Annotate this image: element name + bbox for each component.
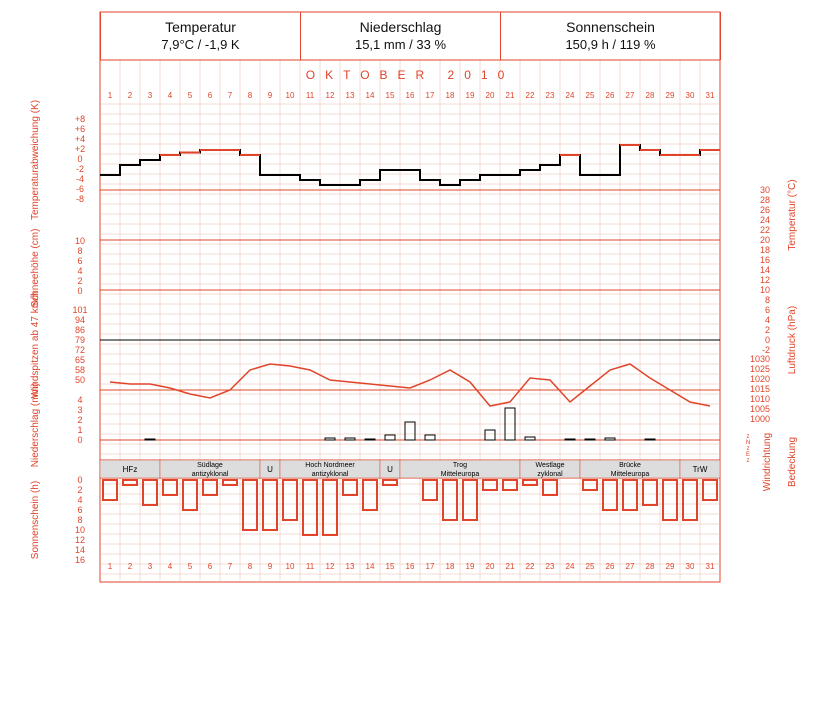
day-label-top: 11 bbox=[305, 91, 315, 100]
day-label-top: 28 bbox=[645, 91, 655, 100]
snow-tick: 2 bbox=[77, 276, 83, 286]
day-label-top: 21 bbox=[505, 91, 515, 100]
header-sunshine-label: Sonnenschein bbox=[566, 19, 655, 35]
day-label-bottom: 13 bbox=[345, 562, 355, 571]
day-label-bottom: 31 bbox=[705, 562, 715, 571]
precip-bar bbox=[525, 437, 535, 440]
snow-tick: 6 bbox=[77, 256, 83, 266]
day-label-bottom: 26 bbox=[605, 562, 615, 571]
precip-tick: 2 bbox=[77, 415, 83, 425]
day-label-top: 31 bbox=[705, 91, 715, 100]
day-label-bottom: 22 bbox=[525, 562, 535, 571]
day-label-top: 23 bbox=[545, 91, 555, 100]
wind-tick: 86 bbox=[74, 325, 86, 335]
wind-tick: 79 bbox=[74, 335, 86, 345]
pressure-tick: 1005 bbox=[749, 404, 770, 414]
temp-anomaly-tick: +6 bbox=[74, 124, 86, 134]
day-label-bottom: 4 bbox=[167, 562, 173, 571]
precip-tick: 0 bbox=[77, 435, 83, 445]
temperature-tick: 24 bbox=[759, 215, 770, 225]
day-label-top: 19 bbox=[465, 91, 475, 100]
precip-bar bbox=[405, 422, 415, 440]
temperature-tick: 10 bbox=[759, 285, 770, 295]
wind-tick: 65 bbox=[74, 355, 86, 365]
sunshine-tick: 0 bbox=[77, 475, 83, 485]
sunshine-bar bbox=[363, 480, 377, 510]
weather-type-label: Trog bbox=[452, 462, 468, 469]
temperature-tick: 4 bbox=[764, 315, 770, 325]
temperature-tick: 20 bbox=[759, 235, 770, 245]
day-label-top: 12 bbox=[325, 91, 335, 100]
weather-type-label: TrW bbox=[692, 465, 708, 474]
cover-tick: z bbox=[746, 446, 750, 452]
day-label-top: 6 bbox=[207, 91, 213, 100]
day-label-bottom: 5 bbox=[187, 562, 193, 571]
day-label-top: 9 bbox=[267, 91, 273, 100]
day-label-bottom: 17 bbox=[425, 562, 435, 571]
temperature-tick: 18 bbox=[759, 245, 770, 255]
snow-axis-label: Schneehöhe (cm) bbox=[30, 228, 41, 308]
weather-type-label: Südlage bbox=[197, 462, 223, 469]
day-label-top: 22 bbox=[525, 91, 535, 100]
sunshine-bar bbox=[223, 480, 237, 485]
day-label-top: 18 bbox=[445, 91, 455, 100]
sunshine-bar bbox=[583, 480, 597, 490]
precip-bar bbox=[385, 435, 395, 440]
day-label-bottom: 1 bbox=[107, 562, 113, 571]
day-label-top: 3 bbox=[147, 91, 153, 100]
sunshine-bar bbox=[183, 480, 197, 510]
temperature-tick: 12 bbox=[759, 275, 770, 285]
day-label-top: 16 bbox=[405, 91, 415, 100]
weather-type-label: Mitteleuropa bbox=[440, 471, 480, 478]
header-temperature-value: 7,9°C / -1,9 K bbox=[161, 37, 240, 52]
cover-tick: z bbox=[746, 458, 750, 464]
temperature-tick: 26 bbox=[759, 205, 770, 215]
temp-anomaly-tick: -2 bbox=[75, 164, 85, 174]
temperature-axis-label: Temperatur (°C) bbox=[787, 179, 798, 251]
day-label-top: 25 bbox=[585, 91, 595, 100]
header-temperature-label: Temperatur bbox=[165, 19, 236, 35]
day-label-top: 27 bbox=[625, 91, 635, 100]
weather-type-label: Westlage bbox=[535, 462, 565, 469]
sunshine-bar bbox=[123, 480, 137, 485]
day-label-top: 7 bbox=[227, 91, 233, 100]
precip-tick: 3 bbox=[77, 405, 83, 415]
day-label-top: 29 bbox=[665, 91, 675, 100]
day-label-top: 17 bbox=[425, 91, 435, 100]
temperature-tick: 8 bbox=[764, 295, 770, 305]
sunshine-bar bbox=[503, 480, 517, 490]
temperature-tick: 16 bbox=[759, 255, 770, 265]
temperature-tick: 30 bbox=[759, 185, 770, 195]
day-label-top: 2 bbox=[127, 91, 133, 100]
chart-title: OKTOBER 2010 bbox=[305, 68, 515, 82]
temperature-tick: 28 bbox=[759, 195, 770, 205]
temperature-tick: 2 bbox=[764, 325, 770, 335]
day-label-top: 24 bbox=[565, 91, 575, 100]
sunshine-bar bbox=[543, 480, 557, 495]
day-label-top: 13 bbox=[345, 91, 355, 100]
sunshine-tick: 2 bbox=[77, 485, 83, 495]
precip-bar bbox=[565, 439, 575, 440]
temperature-tick: 22 bbox=[759, 225, 770, 235]
temperature-tick: 0 bbox=[764, 335, 770, 345]
precip-bar bbox=[485, 430, 495, 440]
temp-anomaly-tick: +8 bbox=[74, 114, 86, 124]
sunshine-bar bbox=[703, 480, 717, 500]
day-label-top: 10 bbox=[285, 91, 295, 100]
day-label-bottom: 19 bbox=[465, 562, 475, 571]
precip-bar bbox=[605, 438, 615, 440]
pressure-tick: 1030 bbox=[749, 354, 770, 364]
wind-tick: 58 bbox=[74, 365, 86, 375]
pressure-tick: 1020 bbox=[749, 374, 770, 384]
day-label-bottom: 12 bbox=[325, 562, 335, 571]
day-label-top: 30 bbox=[685, 91, 695, 100]
temperature-tick: 14 bbox=[759, 265, 770, 275]
temp-anomaly-tick: -6 bbox=[75, 184, 85, 194]
weather-type-label: U bbox=[267, 465, 273, 474]
temp-anomaly-tick: -4 bbox=[75, 174, 85, 184]
sunshine-tick: 6 bbox=[77, 505, 83, 515]
wind-tick: 94 bbox=[74, 315, 86, 325]
sunshine-tick: 8 bbox=[77, 515, 83, 525]
weather-type-label: antizyklonal bbox=[191, 471, 229, 478]
sunshine-bar bbox=[483, 480, 497, 490]
precip-bar bbox=[425, 435, 435, 440]
day-label-bottom: 25 bbox=[585, 562, 595, 571]
header-precipitation-value: 15,1 mm / 33 % bbox=[354, 37, 447, 52]
precip-bar bbox=[645, 439, 655, 440]
sunshine-bar bbox=[263, 480, 277, 530]
header-precipitation-label: Niederschlag bbox=[359, 19, 442, 35]
cover-axis-label: Bedeckung bbox=[787, 436, 798, 488]
precip-tick: 1 bbox=[77, 425, 83, 435]
wind-tick: 72 bbox=[74, 345, 86, 355]
wind-tick: 50 bbox=[74, 375, 86, 385]
weather-type-label: U bbox=[387, 465, 393, 474]
temp-anomaly-tick: +4 bbox=[74, 134, 86, 144]
temp-anomaly-line bbox=[100, 145, 720, 185]
day-label-bottom: 29 bbox=[665, 562, 675, 571]
day-label-top: 14 bbox=[365, 91, 375, 100]
temp-anomaly-axis-label: Temperaturabweichung (K) bbox=[30, 99, 41, 221]
weather-type-label: antizyklonal bbox=[311, 471, 349, 478]
day-label-bottom: 6 bbox=[207, 562, 213, 571]
precip-bar bbox=[145, 439, 155, 440]
day-label-bottom: 11 bbox=[305, 562, 315, 571]
sunshine-bar bbox=[623, 480, 637, 510]
sunshine-tick: 16 bbox=[74, 555, 86, 565]
wind-tick: 101 bbox=[72, 305, 88, 315]
pressure-axis-label: Luftdruck (hPa) bbox=[787, 305, 798, 375]
day-label-top: 5 bbox=[187, 91, 193, 100]
precip-axis-label: Niederschlag (mm) bbox=[30, 382, 41, 468]
day-label-bottom: 18 bbox=[445, 562, 455, 571]
snow-tick: 0 bbox=[77, 286, 83, 296]
day-label-bottom: 3 bbox=[147, 562, 153, 571]
pressure-tick: 1000 bbox=[749, 414, 770, 424]
pressure-tick: 1015 bbox=[749, 384, 770, 394]
sunshine-bar bbox=[343, 480, 357, 495]
weather-type-label: zyklonal bbox=[537, 471, 563, 478]
sunshine-tick: 10 bbox=[74, 525, 86, 535]
day-label-bottom: 14 bbox=[365, 562, 375, 571]
sunshine-tick: 14 bbox=[74, 545, 86, 555]
day-label-bottom: 23 bbox=[545, 562, 555, 571]
precip-bar bbox=[345, 438, 355, 440]
snow-tick: 10 bbox=[74, 236, 86, 246]
weather-type-label: HFz bbox=[122, 465, 138, 474]
day-label-bottom: 2 bbox=[127, 562, 133, 571]
day-label-bottom: 16 bbox=[405, 562, 415, 571]
day-label-top: 8 bbox=[247, 91, 253, 100]
day-label-bottom: 20 bbox=[485, 562, 495, 571]
day-label-bottom: 27 bbox=[625, 562, 635, 571]
temp-anomaly-tick: -8 bbox=[75, 194, 85, 204]
cover-tick: E bbox=[745, 452, 751, 458]
snow-tick: 4 bbox=[77, 266, 83, 276]
weather-type-label: Hoch Nordmeer bbox=[305, 462, 355, 469]
day-label-top: 15 bbox=[385, 91, 395, 100]
temperature-tick: -2 bbox=[761, 345, 770, 355]
sunshine-axis-label: Sonnenschein (h) bbox=[30, 480, 41, 560]
precip-bar bbox=[325, 438, 335, 440]
day-label-top: 1 bbox=[107, 91, 113, 100]
day-label-bottom: 7 bbox=[227, 562, 233, 571]
day-label-bottom: 28 bbox=[645, 562, 655, 571]
day-label-top: 20 bbox=[485, 91, 495, 100]
sunshine-bar bbox=[323, 480, 337, 535]
day-label-bottom: 8 bbox=[247, 562, 253, 571]
sunshine-bar bbox=[423, 480, 437, 500]
sunshine-bar bbox=[203, 480, 217, 495]
weather-type-label: Mitteleuropa bbox=[610, 471, 650, 478]
header-sunshine-value: 150,9 h / 119 % bbox=[565, 37, 656, 52]
temp-anomaly-tick: 0 bbox=[77, 154, 83, 164]
sunshine-bar bbox=[303, 480, 317, 535]
precip-bar bbox=[365, 439, 375, 440]
sunshine-bar bbox=[383, 480, 397, 485]
pressure-tick: 1010 bbox=[749, 394, 770, 404]
temp-anomaly-tick: +2 bbox=[74, 144, 86, 154]
cover-tick: N bbox=[745, 440, 751, 446]
sunshine-bar bbox=[523, 480, 537, 485]
sunshine-tick: 12 bbox=[74, 535, 86, 545]
wind-axis-label: Windspitzen ab 47 km/h bbox=[30, 291, 41, 399]
day-label-top: 26 bbox=[605, 91, 615, 100]
sunshine-bar bbox=[163, 480, 177, 495]
sunshine-bar bbox=[603, 480, 617, 510]
weather-type-label: Brücke bbox=[619, 462, 641, 469]
cover-tick: z bbox=[746, 434, 750, 440]
precip-tick: 4 bbox=[77, 395, 83, 405]
day-label-bottom: 15 bbox=[385, 562, 395, 571]
day-label-bottom: 9 bbox=[267, 562, 273, 571]
sunshine-bar bbox=[243, 480, 257, 530]
precip-bar bbox=[585, 439, 595, 440]
day-label-bottom: 10 bbox=[285, 562, 295, 571]
day-label-bottom: 21 bbox=[505, 562, 515, 571]
day-label-top: 4 bbox=[167, 91, 173, 100]
pressure-tick: 1025 bbox=[749, 364, 770, 374]
wind-direction-axis-label: Windrichtung bbox=[762, 432, 773, 492]
day-label-bottom: 24 bbox=[565, 562, 575, 571]
sunshine-bar bbox=[103, 480, 117, 500]
day-label-bottom: 30 bbox=[685, 562, 695, 571]
sunshine-tick: 4 bbox=[77, 495, 83, 505]
temperature-tick: 6 bbox=[764, 305, 770, 315]
snow-tick: 8 bbox=[77, 246, 83, 256]
